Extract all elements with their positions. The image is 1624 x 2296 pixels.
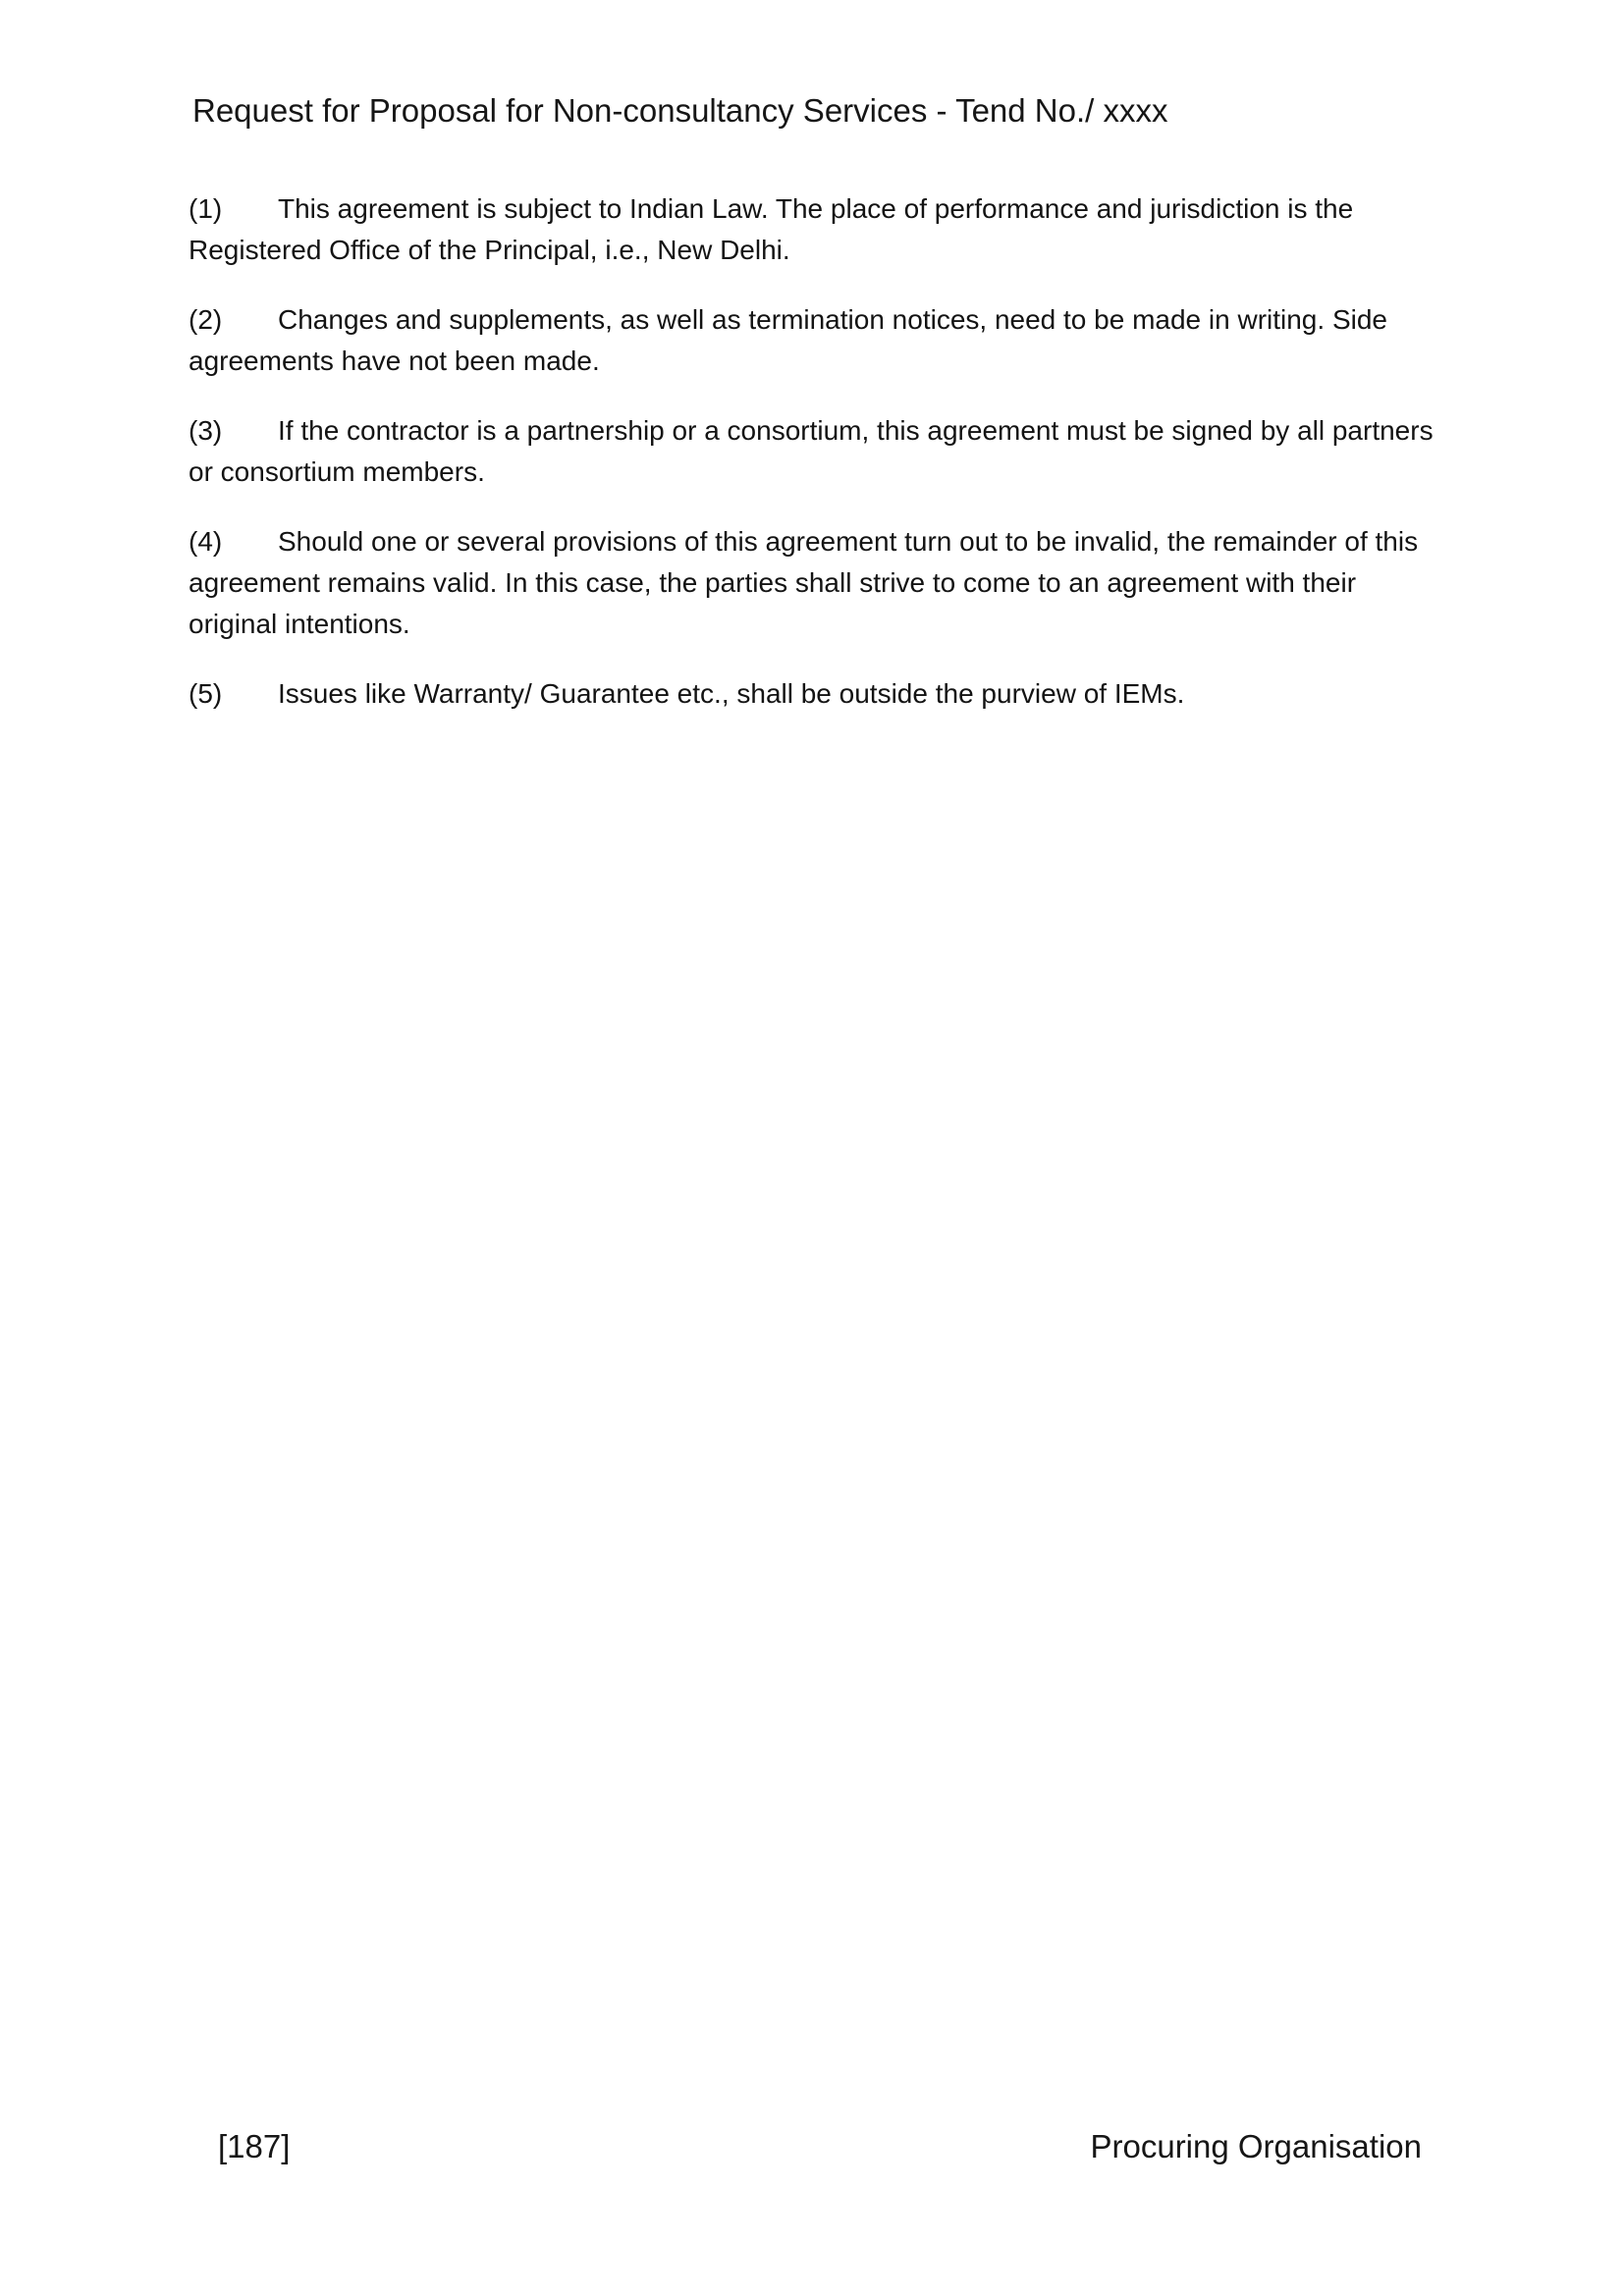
clause-number: (1) <box>189 193 223 224</box>
clause-number: (5) <box>189 678 223 709</box>
clause-text: Issues like Warranty/ Guarantee etc., shall be outside the purview of IEMs. <box>278 678 1185 709</box>
clause-text: If the contractor is a partnership or a consortium, this agreement must be signed by all partners or consortium members. <box>189 415 1434 487</box>
agreement-clause <box>189 410 1434 493</box>
footer-organisation-label: Procuring Organisation <box>1090 2128 1422 2164</box>
clause-text: Changes and supplements, as well as termination notices, need to be made in writing. Side agreements have not been made. <box>189 304 1387 376</box>
clause-number: (3) <box>189 415 223 446</box>
page-number: [187] <box>218 2128 291 2164</box>
agreement-clause <box>189 188 1434 271</box>
agreement-clause <box>189 521 1434 645</box>
clause-number: (4) <box>189 526 223 557</box>
clause-number: (2) <box>189 304 223 335</box>
clause-text: Should one or several provisions of this agreement turn out to be invalid, the remainder of this agreement remains valid. In this case, the parties shall strive to come to an agreement with their original intentions. <box>189 526 1419 639</box>
agreement-clause <box>189 673 1434 715</box>
running-header: Request for Proposal for Non-consultancy Services - Tend No./ xxxx <box>192 92 1168 129</box>
page-footer <box>189 2128 1434 2165</box>
document-body <box>189 188 1434 743</box>
agreement-clause <box>189 299 1434 382</box>
clause-text: This agreement is subject to Indian Law. The place of performance and jurisdiction is the Registered Office of the Principal, i.e., New Delhi. <box>189 193 1354 265</box>
